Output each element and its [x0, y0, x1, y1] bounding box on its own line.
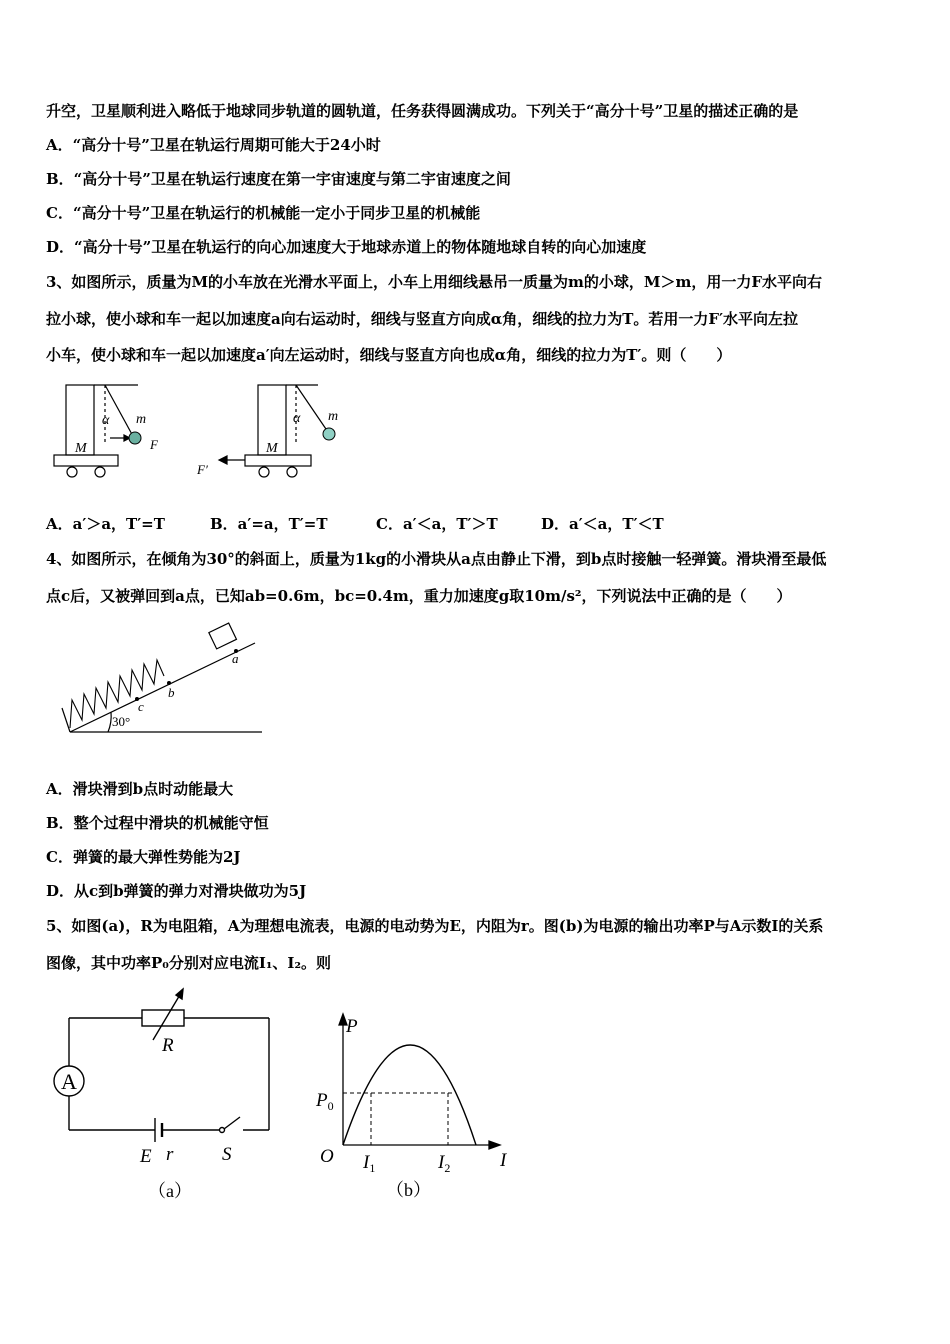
q5-E-label: E [140, 1146, 152, 1167]
q2-option-b: B．“高分十号”卫星在轨运行速度在第一宇宙速度与第二宇宙速度之间 [46, 170, 511, 188]
q3-left-alpha: α [102, 413, 110, 428]
q5-S-label: S [222, 1144, 232, 1165]
q3-option-a: A．a′＞a，T′=T [46, 515, 165, 533]
q5-origin-O: O [320, 1146, 334, 1167]
q4-option-d: D．从c到b弹簧的弹力对滑块做功为5J [46, 882, 307, 900]
q3-right-M: M [266, 441, 278, 456]
q5-caption-b: （b） [386, 1180, 431, 1200]
q5-power-curve [343, 1045, 476, 1145]
q3-left-m: m [136, 412, 147, 427]
q4-stem-line1: 4、如图所示，在倾角为30°的斜面上，质量为1kg的小滑块从a点由静止下滑，到b点时接触一轻弹簧。滑块滑至最低 [46, 550, 827, 568]
q4-angle-label: 30° [112, 714, 131, 729]
q5-R-label: R [162, 1035, 174, 1056]
q5-I2-label: $I_2$ [438, 1152, 451, 1175]
q3-right-F: F′ [197, 462, 208, 477]
q3-left-M: M [75, 441, 87, 456]
q5-I1-label: $I_1$ [363, 1152, 376, 1175]
q4-label-a: a [232, 651, 239, 666]
q2-option-a: A．“高分十号”卫星在轨运行周期可能大于24小时 [46, 136, 381, 154]
q2-option-d: D．“高分十号”卫星在轨运行的向心加速度大于地球赤道上的物体随地球自转的向心加速度 [46, 238, 647, 256]
q5-axes [339, 1014, 500, 1149]
q3-right-m: m [328, 409, 339, 424]
q3-left-F: F [150, 437, 158, 452]
q5-stem-line1: 5、如图(a)，R为电阻箱，A为理想电流表，电源的电动势为E，内阻为r。图(b)为电源的输出功率P与A示数I的关系 [46, 917, 824, 935]
q4-stem-line2: 点c后，又被弹回到a点，已知ab=0.6m，bc=0.4m，重力加速度g取10m/s²，下列说法中正确的是（ ） [46, 587, 792, 605]
q3-stem-line3: 小车，使小球和车一起以加速度a′向左运动时，细线与竖直方向也成α角，细线的拉力为T′。则（ ） [46, 346, 732, 364]
q5-P0-label: $P_0$ [316, 1090, 334, 1113]
q3-stem-line2: 拉小球，使小球和车一起以加速度a向右运动时，细线与竖直方向成α角，细线的拉力为T。若用一力F′水平向左拉 [46, 310, 799, 328]
q2-option-c: C．“高分十号”卫星在轨运行的机械能一定小于同步卫星的机械能 [46, 204, 481, 222]
q2-stem-end: 升空，卫星顺利进入略低于地球同步轨道的圆轨道，任务获得圆满成功。下列关于“高分十号”卫星的描述正确的是 [46, 102, 799, 120]
q3-stem-line1: 3、如图所示，质量为M的小车放在光滑水平面上，小车上用细线悬吊一质量为m的小球，M＞m，用一力F水平向右 [46, 273, 823, 291]
q4-label-c: c [138, 699, 144, 714]
q5-axis-P: P [346, 1016, 358, 1037]
q3-right-alpha: α [293, 411, 301, 426]
q5-caption-a: （a） [148, 1181, 192, 1201]
q5-r-label: r [166, 1144, 174, 1165]
q5-axis-I: I [500, 1150, 507, 1171]
q3-option-c: C．a′＜a，T′＞T [376, 515, 498, 533]
q4-option-b: B．整个过程中滑块的机械能守恒 [46, 814, 269, 832]
q4-label-b: b [168, 685, 175, 700]
q5-stem-line2: 图像，其中功率P₀分别对应电流I₁、I₂。则 [46, 954, 332, 972]
q4-option-a: A．滑块滑到b点时动能最大 [46, 780, 234, 798]
q3-option-b: B．a′=a，T′=T [210, 515, 328, 533]
q4-option-c: C．弹簧的最大弹性势能为2J [46, 848, 241, 866]
q3-option-d: D．a′＜a，T′＜T [541, 515, 664, 533]
q5-ammeter-label: A [61, 1069, 77, 1094]
